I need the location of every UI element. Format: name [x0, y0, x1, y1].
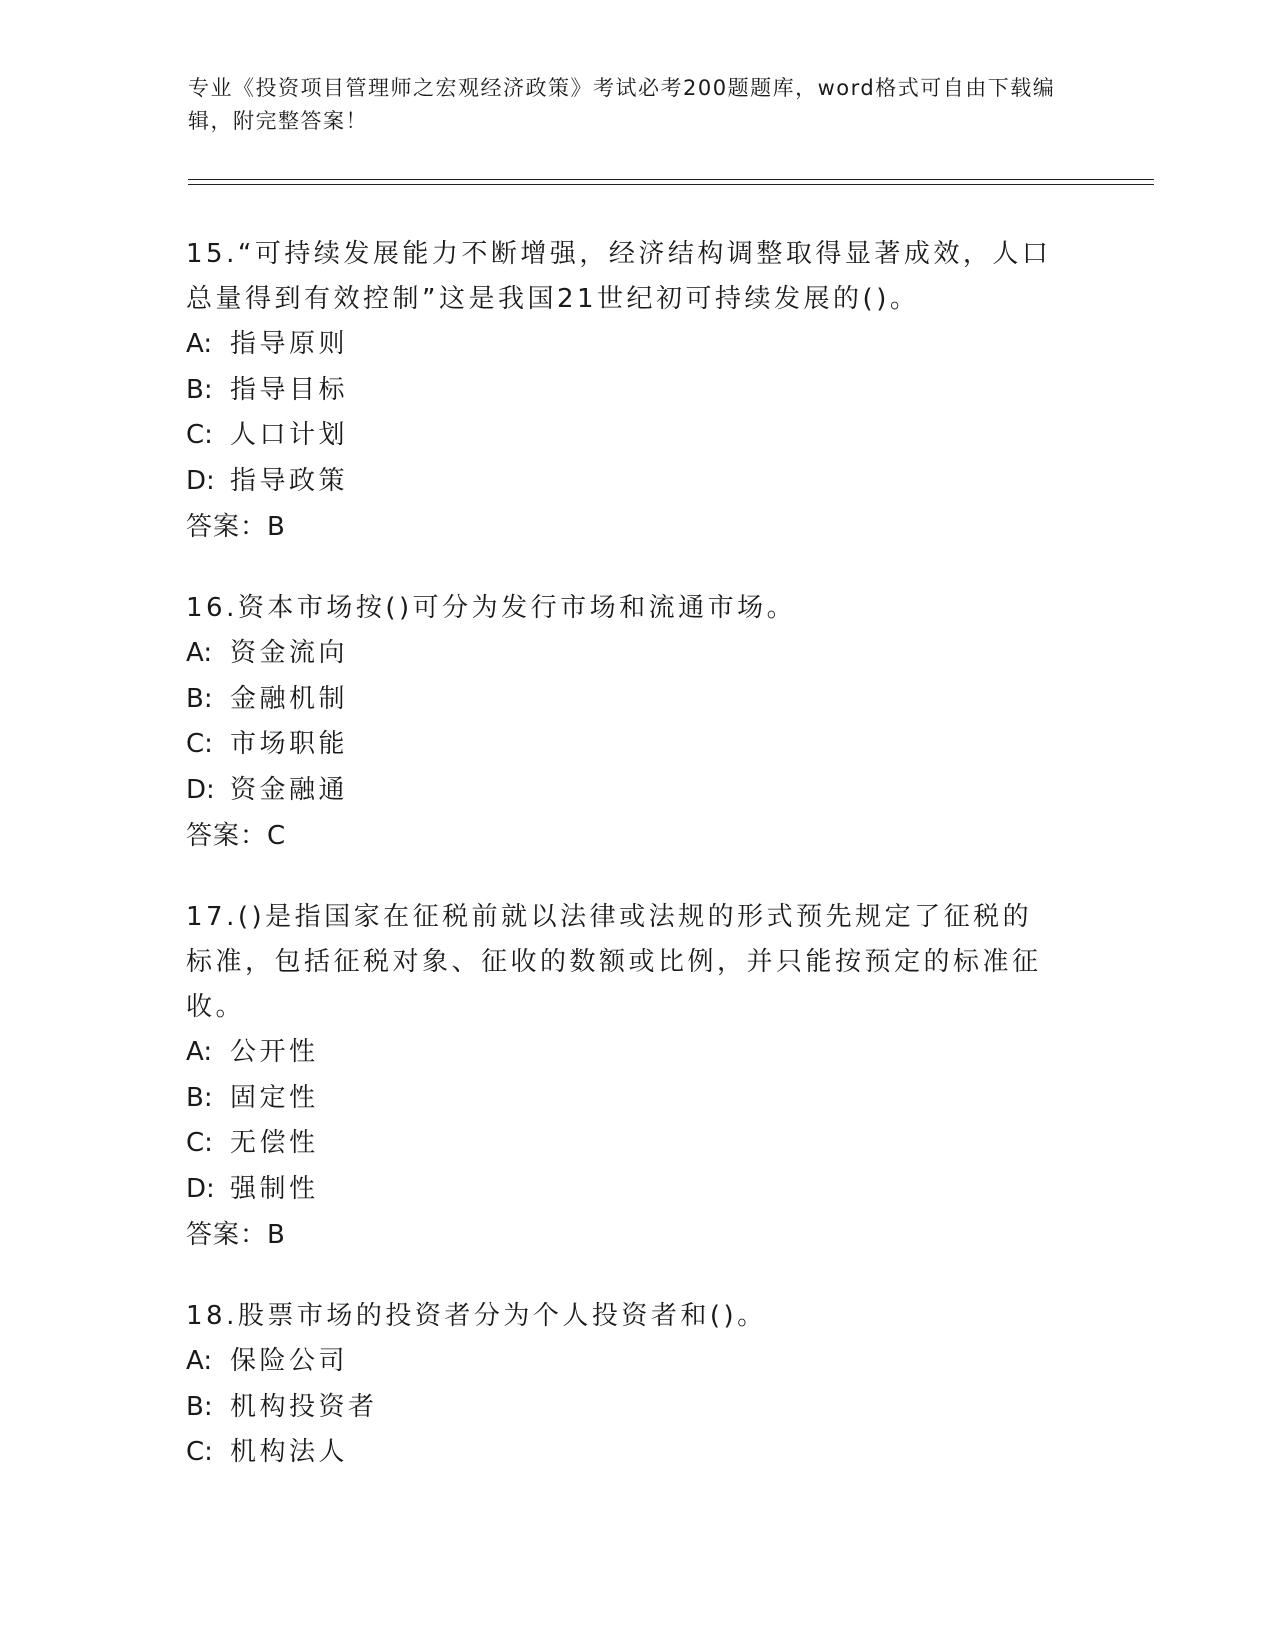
question-item: [186, 232, 1086, 550]
option-a: [186, 1339, 1086, 1385]
option-a: [186, 1030, 1086, 1076]
option-text: 人口计划: [230, 420, 349, 450]
answer-line: 答案：B: [186, 1220, 286, 1250]
option-a: [186, 631, 1086, 677]
option-text: 机构法人: [230, 1437, 349, 1467]
option-text: 固定性: [230, 1082, 319, 1113]
option-letter: C:: [186, 1128, 213, 1158]
header-divider-bottom: [188, 184, 1154, 185]
option-d: [186, 1167, 1086, 1213]
option-letter: A:: [186, 329, 213, 359]
question-item: [186, 895, 1086, 1258]
answer-line: 答案：B: [186, 512, 286, 542]
option-text: 指导目标: [230, 374, 349, 405]
question-list: [186, 232, 1086, 1512]
option-text: 公开性: [230, 1037, 319, 1067]
document-header: 专业《投资项目管理师之宏观经济政策》考试必考200题题库，word格式可自由下载编辑，附完整答案！: [188, 76, 1056, 133]
option-letter: B:: [186, 374, 213, 405]
question-item: [186, 1294, 1086, 1476]
answer-line: 答案：C: [186, 821, 287, 851]
option-c: [186, 1121, 1086, 1167]
option-text: 金融机制: [230, 683, 349, 714]
option-c: [186, 722, 1086, 768]
option-letter: D:: [186, 465, 215, 496]
option-letter: C:: [186, 420, 213, 450]
option-a: [186, 322, 1086, 368]
option-c: [186, 413, 1086, 459]
option-b: [186, 368, 1086, 414]
option-letter: B:: [186, 1082, 213, 1113]
option-letter: D:: [186, 1173, 215, 1204]
option-text: 指导原则: [230, 329, 349, 359]
option-b: [186, 677, 1086, 723]
option-text: 市场职能: [230, 729, 349, 759]
option-c: [186, 1430, 1086, 1476]
option-letter: B:: [186, 1391, 213, 1422]
option-d: [186, 768, 1086, 814]
option-letter: C:: [186, 729, 213, 759]
option-text: 无偿性: [230, 1128, 319, 1158]
option-letter: A:: [186, 1037, 213, 1067]
question-item: [186, 586, 1086, 859]
question-stem: 18.股票市场的投资者分为个人投资者和()。: [186, 1301, 767, 1331]
option-letter: A:: [186, 638, 213, 668]
option-letter: A:: [186, 1346, 213, 1376]
option-letter: C:: [186, 1437, 213, 1467]
option-b: [186, 1385, 1086, 1431]
option-text: 机构投资者: [230, 1391, 378, 1422]
question-stem: 15.“可持续发展能力不断增强，经济结构调整取得显著成效，人口总量得到有效控制”这是我国21世纪初可持续发展的()。: [186, 239, 1052, 314]
option-text: 资金融通: [230, 774, 349, 805]
question-stem: 17.()是指国家在征税前就以法律或法规的形式预先规定了征税的标准，包括征税对象、征收的数额或比例，并只能按预定的标准征收。: [186, 902, 1042, 1022]
option-d: [186, 459, 1086, 505]
option-b: [186, 1076, 1086, 1122]
option-text: 强制性: [230, 1173, 319, 1204]
option-letter: D:: [186, 774, 215, 805]
option-text: 指导政策: [230, 465, 349, 496]
option-text: 保险公司: [230, 1346, 349, 1376]
option-text: 资金流向: [230, 638, 349, 668]
option-letter: B:: [186, 683, 213, 714]
header-divider-top: [188, 179, 1154, 180]
question-stem: 16.资本市场按()可分为发行市场和流通市场。: [186, 593, 797, 623]
